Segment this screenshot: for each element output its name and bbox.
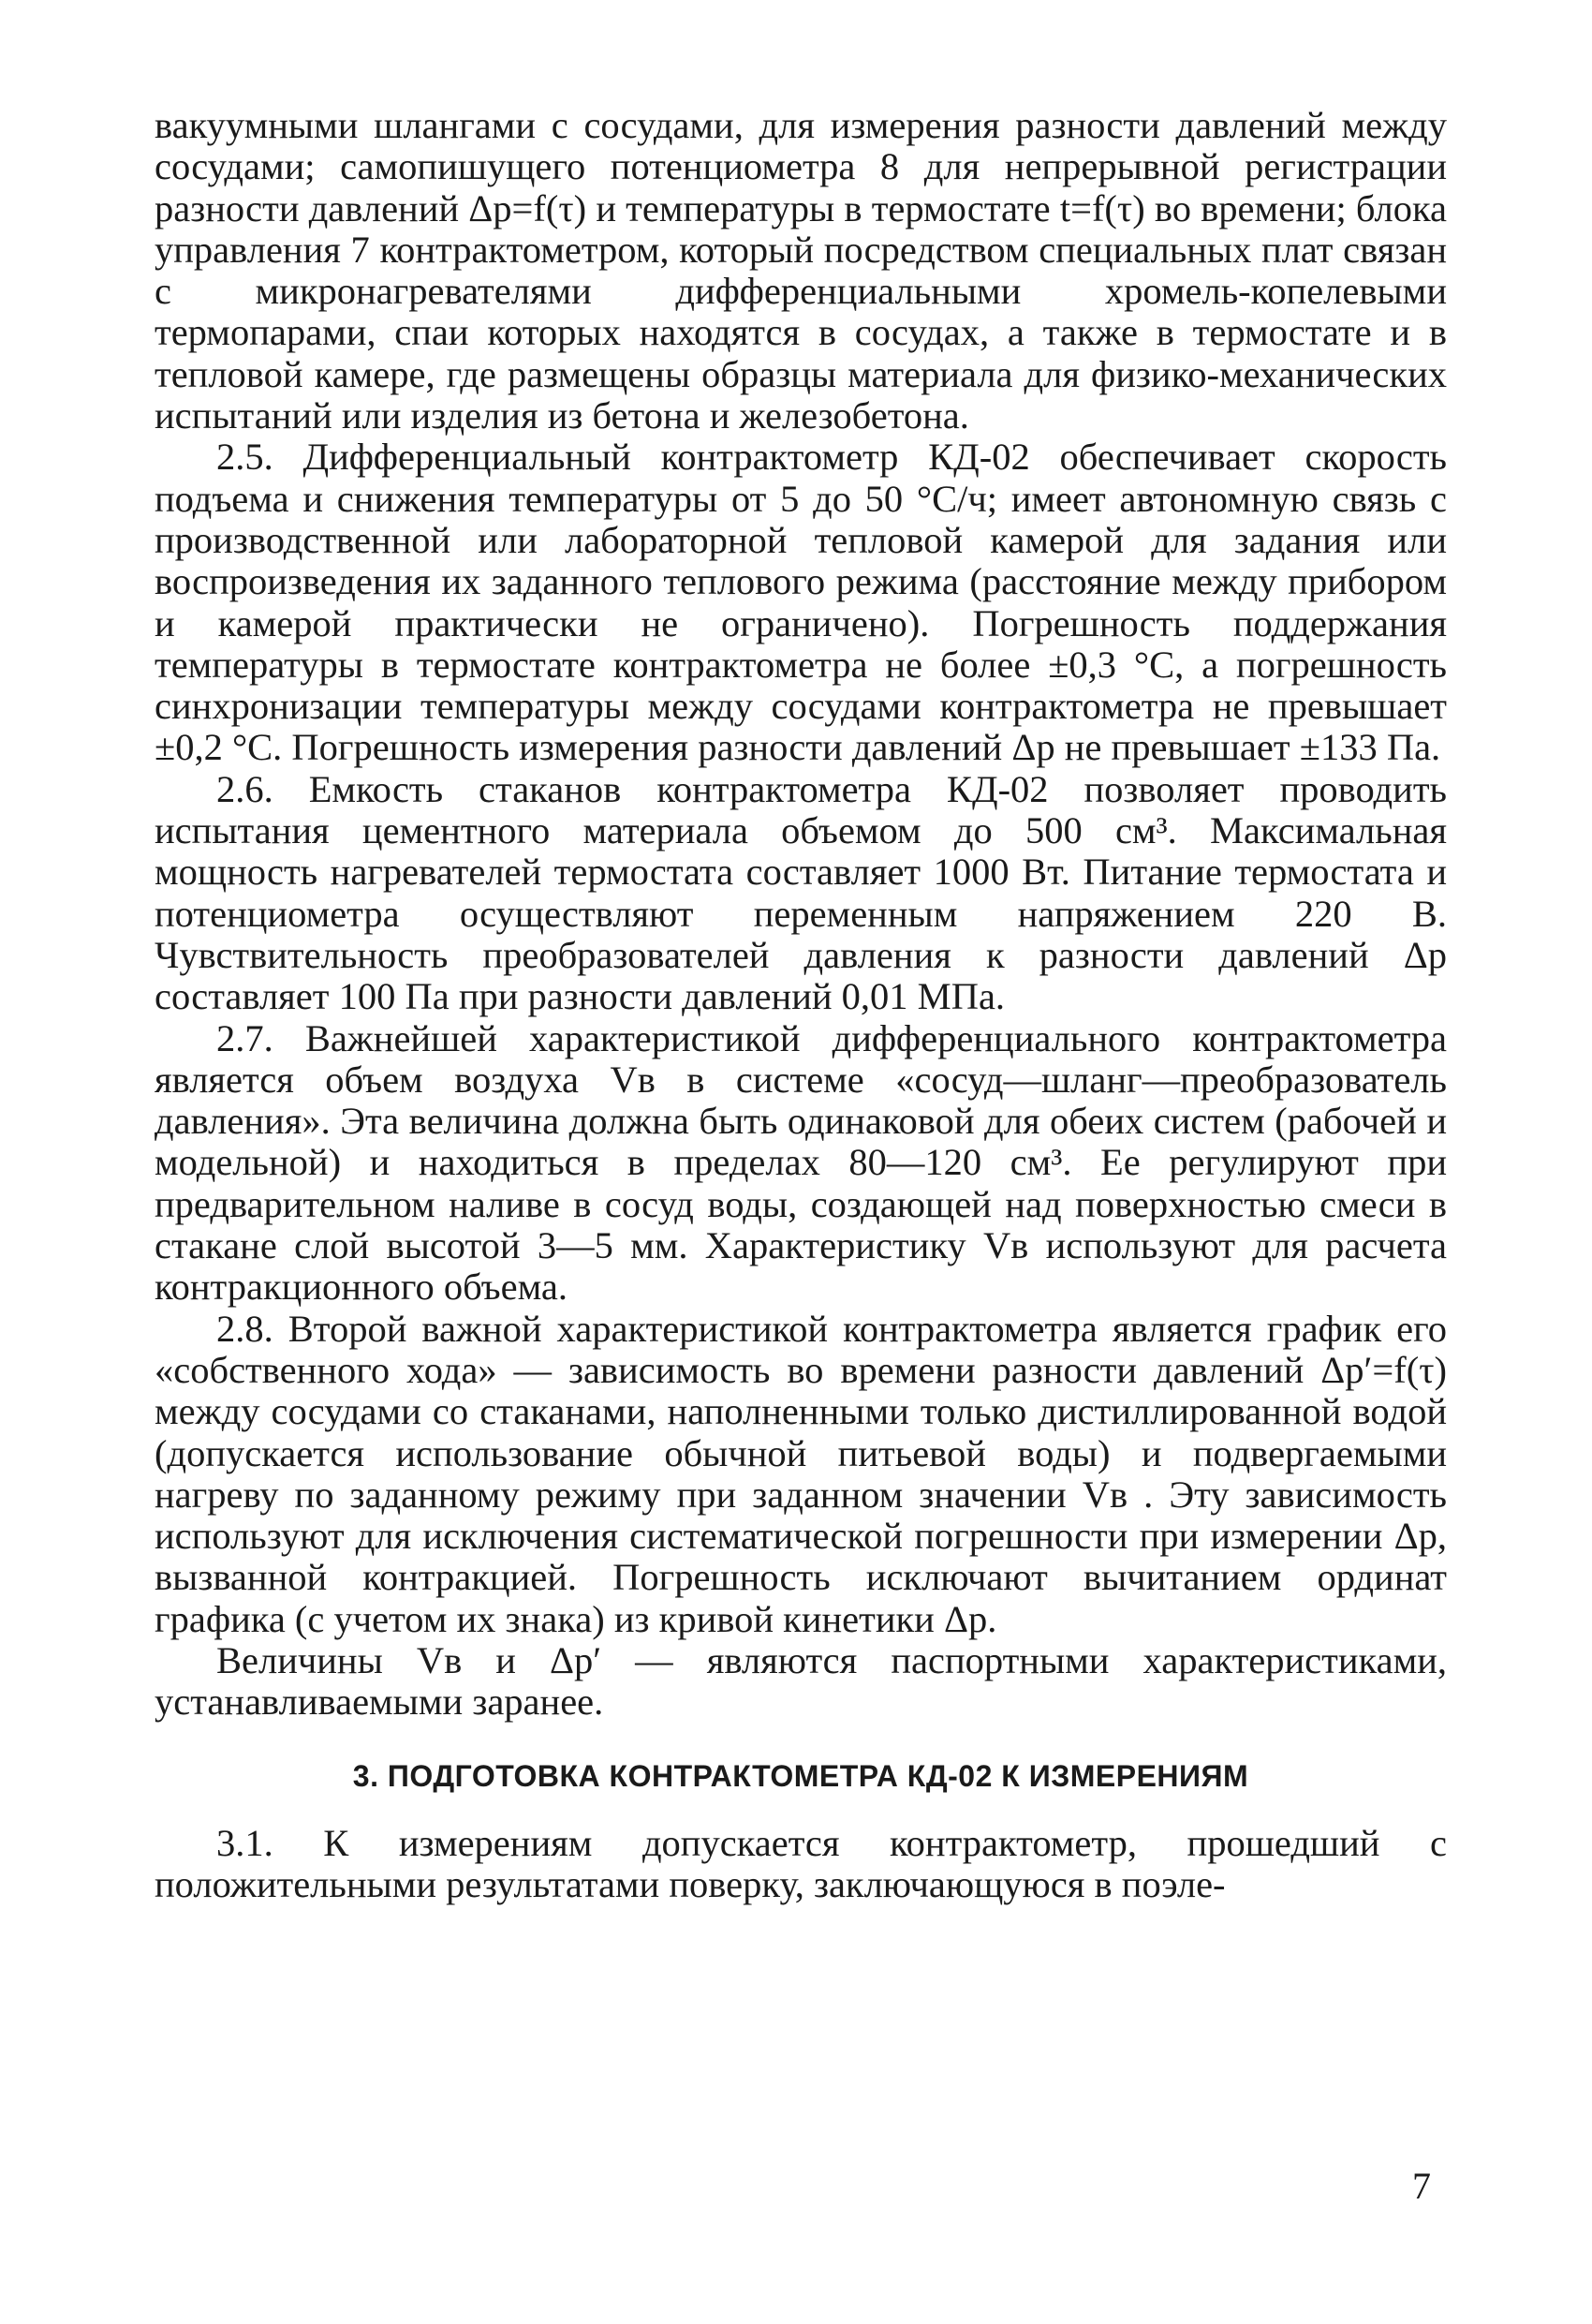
- paragraph-3-1: 3.1. К измерениям допускается контрактометр, прошедший с положительными результатами поверку, заключающуюся в поэле-: [155, 1821, 1447, 1905]
- page-body: [155, 105, 1447, 1905]
- paragraph-continuation: вакуумными шлангами с сосудами, для измерения разности давлений между сосудами; самопишущего потенциометра 8 для непрерывной регистрации разности давлений Δp=f(τ) и температуры в термостате t=f(τ) во времени; блока управления 7 контрактометром, который посредством специальных плат связан с микронагревателями дифференциальными хромель-копелевыми термопарами, спаи которых находятся в сосудах, а также в термостате и в тепловой камере, где размещены образцы материала для физико-механических испытаний или изделия из бетона и железобетона.: [155, 104, 1447, 437]
- page-number: 7: [1412, 2165, 1431, 2207]
- paragraph-2-6: 2.6. Емкость стаканов контрактометра КД-02 позволяет проводить испытания цементного материала объемом до 500 см³. Максимальная мощность нагревателей термостата составляет 1000 Вт. Питание термостата и потенциометра осуществляют переменным напряжением 220 В. Чувствительность преобразователей давления к разности давлений Δp составляет 100 Па при разности давлений 0,01 МПа.: [155, 767, 1447, 1018]
- paragraph-2-5: 2.5. Дифференциальный контрактометр КД-02 обеспечивает скорость подъема и снижения температуры от 5 до 50 °С/ч; имеет автономную связь с производственной или лабораторной тепловой камерой для задания или воспроизведения их заданного теплового режима (расстояние между прибором и камерой практически не ограничено). Погрешность поддержания температуры в термостате контрактометра не более ±0,3 °С, а погрешность синхронизации температуры между сосудами контрактометра не превышает ±0,2 °С. Погрешность измерения разности давлений Δp не превышает ±133 Па.: [155, 436, 1447, 769]
- section-heading: 3. ПОДГОТОВКА КОНТРАКТОМЕТРА КД-02 К ИЗМЕРЕНИЯМ: [352, 1758, 1249, 1793]
- paragraph-2-8: 2.8. Второй важной характеристикой контрактометра является график его «собственного хода» — зависимость во времени разности давлений Δp′=f(τ) между сосудами со стаканами, наполненными только дистиллированной водой (допускается использование обычной питьевой воды) и подвергаемыми нагреву по заданному режиму при заданном значении Vв . Эту зависимость используют для исключения систематической погрешности при измерении Δp, вызванной контракцией. Погрешность исключают вычитанием ординат графика (с учетом их знака) из кривой кинетики Δp.: [155, 1307, 1447, 1640]
- paragraph-passport-values: Величины Vв и Δp′ — являются паспортными характеристиками, устанавливаемыми заранее.: [155, 1638, 1447, 1724]
- paragraph-2-7: 2.7. Важнейшей характеристикой дифференциального контрактометра является объем воздуха Vв в системе «сосуд—шланг—преобразователь давления». Эта величина должна быть одинаковой для обеих систем (рабочей и модельной) и находиться в пределах 80—120 см³. Ее регулируют при предварительном наливе в сосуд воды, создающей над поверхностью смеси в стакане слой высотой 3—5 мм. Характеристику Vв используют для расчета контракционного объема.: [155, 1016, 1447, 1309]
